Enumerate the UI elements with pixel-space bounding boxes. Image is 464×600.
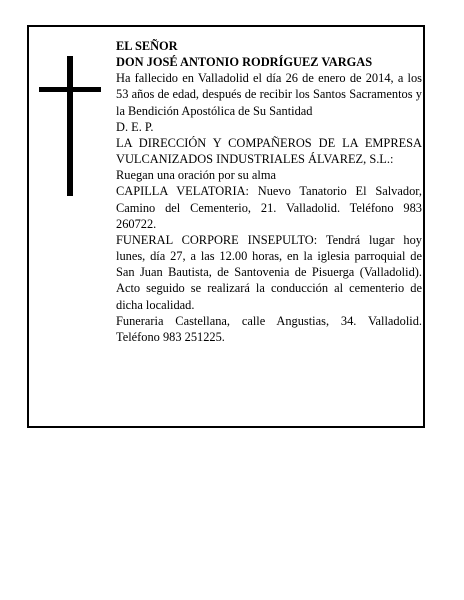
funeral-home-info: Funeraria Castellana, calle Angustias, 34. Valladolid. Teléfono 983 251225. xyxy=(116,313,422,344)
cross-horizontal-bar xyxy=(39,87,101,92)
deceased-name: DON JOSÉ ANTONIO RODRÍGUEZ VARGAS xyxy=(116,55,373,70)
rip-text: D. E. P. xyxy=(116,119,154,134)
cross-icon xyxy=(39,56,101,196)
company-mourners: LA DIRECCIÓN Y COMPAÑEROS DE LA EMPRESA VULCANIZADOS INDUSTRIALES ÁLVAREZ, S.L.: xyxy=(116,135,422,167)
notice-text xyxy=(116,38,422,345)
notice-heading-title: EL SEÑOR xyxy=(116,39,178,53)
death-info: Ha fallecido en Valladolid el día 26 de enero de 2014, a los 53 años de edad, después de recibir los Santos Sacramentos y la Bendición Apostólica de Su Santidad xyxy=(116,71,422,118)
cross-vertical-bar xyxy=(67,56,73,196)
obituary-notice xyxy=(27,25,425,428)
chapel-info: CAPILLA VELATORIA: Nuevo Tanatorio El Salvador, Camino del Cementerio, 21. Valladolid. Teléfono 983 260722. xyxy=(116,184,422,231)
prayer-request: Ruegan una oración por su alma xyxy=(116,168,276,183)
funeral-info: FUNERAL CORPORE INSEPULTO: Tendrá lugar hoy lunes, día 27, a las 12.00 horas, en la iglesia parroquial de San Juan Bautista, de Santovenia de Pisuerga (Valladolid). Acto seguido se realizará la conducción al cementerio de dicha localidad. xyxy=(116,232,422,312)
